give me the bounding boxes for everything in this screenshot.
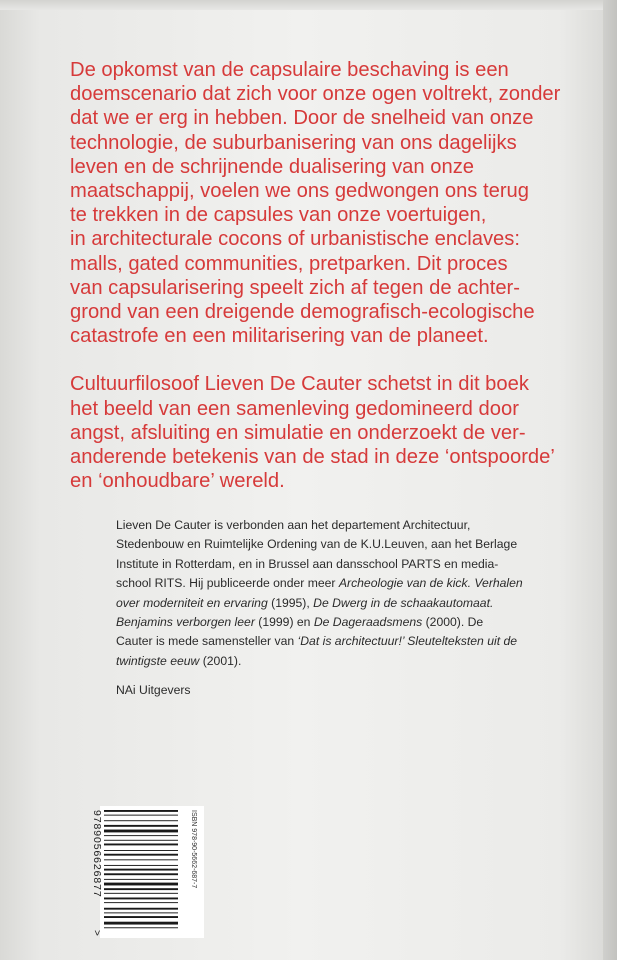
- barcode-bar: [104, 820, 178, 821]
- book-title: Archeologie van de kick. Verhalen: [338, 576, 523, 591]
- quiet-zone-marker: >: [91, 930, 102, 936]
- bio-line: over moderniteit en ervaring (1995), De Dwerg in de schaakautomaat.: [116, 595, 494, 610]
- book-title: De Dageraadsmens: [313, 615, 423, 630]
- barcode-bar: [104, 902, 178, 903]
- blurb-paragraph-1-line: De opkomst van de capsulaire beschaving is een: [70, 59, 509, 81]
- blurb: [70, 58, 570, 493]
- bio-line: Cauter is mede samensteller van ‘Dat is architectuur!’ Sleutelteksten uit de: [116, 634, 518, 649]
- book-title: De Dwerg in de schaakautomaat.: [313, 595, 494, 610]
- bio-line: Benjamins verborgen leer (1999) en De Dageraadsmens (2000). De: [116, 615, 484, 630]
- bio-line: Stedenbouw en Ruimtelijke Ordening van de K.U.Leuven, aan het Berlage: [116, 537, 518, 552]
- blurb-paragraph-1-line: technologie, de suburbanisering van ons dagelijks: [70, 131, 517, 154]
- blurb-paragraph-1-line: malls, gated communities, pretparken. Dit proces: [70, 252, 508, 275]
- blurb-paragraph-1-line: dat we er erg in hebben. Door de snelheid van onze: [70, 107, 534, 130]
- barcode-bar: [104, 835, 178, 836]
- barcode-bar: [104, 893, 178, 894]
- isbn-label: ISBN 978-90-5662-687-7: [190, 810, 197, 889]
- barcode-bar: [104, 865, 178, 866]
- barcode-bar: [104, 873, 178, 875]
- blurb-paragraph-1-line: in architecturale cocons of urbanistische enclaves:: [70, 228, 520, 251]
- barcode-bar: [104, 859, 178, 860]
- barcode-bar: [104, 840, 178, 841]
- publisher-name: NAi Uitgevers: [116, 683, 191, 697]
- ean-digits: 9789056626877: [91, 810, 103, 898]
- blurb-paragraph-1-line: catastrofe en een militarisering van de planeet.: [70, 325, 489, 348]
- barcode-bar: [104, 830, 178, 833]
- blurb-paragraph-1-line: te trekken in de capsules van onze voertuigen,: [70, 204, 487, 227]
- blurb-paragraph-1-line: doemscenario dat zich voor onze ogen voltrekt, zonder: [70, 83, 561, 106]
- barcode-bar: [104, 912, 178, 913]
- bio-line: twintigste eeuw (2001).: [116, 653, 242, 668]
- barcode-bar: [104, 888, 178, 890]
- blurb-paragraph-2-line: Cultuurfilosoof Lieven De Cauter schetst in dit boek: [70, 373, 529, 396]
- bio-line: Institute in Rotterdam, en in Brussel aan dansschool PARTS en media-: [116, 556, 499, 571]
- blurb-paragraph-2: [70, 372, 570, 493]
- bio-line: Lieven De Cauter is verbonden aan het departement Architectuur,: [116, 518, 471, 532]
- book-title: twintigste eeuw: [116, 653, 200, 668]
- barcode-bar: [104, 879, 178, 880]
- barcode-bar: [104, 854, 178, 856]
- bio-line: school RITS. Hij publiceerde onder meer Archeologie van de kick. Verhalen: [116, 576, 523, 591]
- blurb-paragraph-1-line: maatschappij, voelen we ons gedwongen ons terug: [70, 180, 530, 203]
- barcode-bar: [104, 815, 178, 816]
- barcode-bar: [104, 850, 178, 851]
- blurb-paragraph-1-line: leven en de schrijnende dualisering van onze: [70, 155, 475, 178]
- blurb-paragraph-1: [70, 58, 570, 348]
- blurb-paragraph-2-line: en ‘onhoudbare’ wereld.: [70, 470, 285, 493]
- barcode-bar: [104, 869, 178, 871]
- barcode-bar: [104, 898, 178, 900]
- author-bio: [116, 516, 556, 671]
- book-title: ‘Dat is architectuur!’ Sleutelteksten uit de: [297, 634, 518, 649]
- barcode-bar: [104, 927, 178, 928]
- barcode-graphic: [86, 806, 204, 938]
- barcode-bar: [104, 825, 178, 827]
- barcode-bar: [104, 810, 178, 812]
- isbn-barcode: [86, 806, 204, 938]
- cover-top-edge: [0, 0, 617, 10]
- blurb-paragraph-1-line: van capsularisering speelt zich af tegen de achter-: [70, 276, 520, 299]
- barcode-bar: [104, 908, 178, 910]
- blurb-paragraph-2-line: het beeld van een samenleving gedomineerd door: [70, 397, 519, 420]
- cover-spine-edge: [603, 0, 617, 960]
- book-title: over moderniteit en ervaring: [116, 595, 268, 610]
- blurb-paragraph-2-line: anderende betekenis van de stad in deze ‘ontspoorde’: [70, 446, 555, 469]
- blurb-paragraph-2-line: angst, afsluiting en simulatie en onderzoekt de ver-: [70, 421, 526, 444]
- barcode-bar: [104, 844, 178, 846]
- blurb-paragraph-1-line: grond van een dreigende demografisch-ecologische: [70, 301, 535, 324]
- book-title: Benjamins verborgen leer: [116, 615, 255, 630]
- barcode-bar: [104, 916, 178, 918]
- barcode-bar: [104, 922, 178, 925]
- barcode-bar: [104, 883, 178, 886]
